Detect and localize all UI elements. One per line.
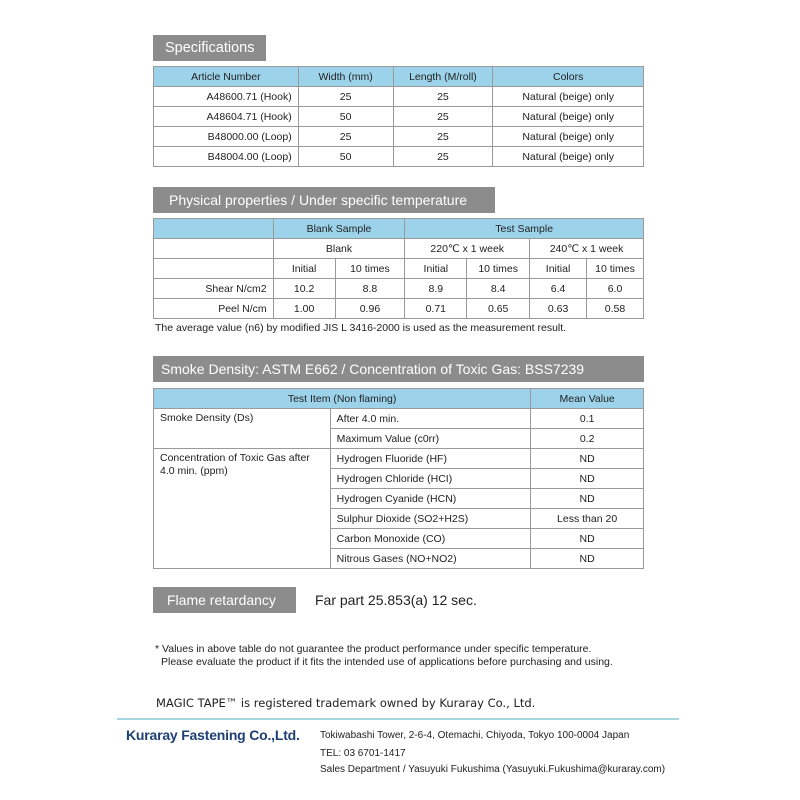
table-cell: 8.9 [405,279,467,299]
table-cell: ND [531,549,644,569]
toxic-gas-group: Concentration of Toxic Gas after 4.0 min. (ppm) [154,449,331,569]
table-cell: Natural (beige) only [493,87,644,107]
table-row [154,299,644,319]
table-row [154,107,644,127]
table-cell: 25 [393,127,493,147]
table-cell: B48004.00 (Loop) [154,147,299,167]
table-cell: 8.4 [467,279,530,299]
table-cell: 0.58 [587,299,644,319]
row-label: Shear N/cm2 [154,279,274,299]
table-cell: Sulphur Dioxide (SO2+H2S) [330,509,531,529]
table-cell: 6.0 [587,279,644,299]
table-cell: 50 [298,107,393,127]
company-name: Kuraray Fastening Co.,Ltd. [126,727,300,743]
table-subheader-row [154,259,644,279]
company-contact: Sales Department / Yasuyuki Fukushima (Yasuyuki.Fukushima@kuraray.com) [320,764,666,775]
table-row [154,409,644,429]
table-cell: 25 [393,147,493,167]
table-row [154,449,644,469]
table-cell: 25 [298,87,393,107]
table-cell: ND [531,449,644,469]
footer-divider [117,718,679,720]
specifications-table [153,66,644,167]
company-address: Tokiwabashi Tower, 2-6-4, Otemachi, Chiyoda, Tokyo 100-0004 Japan [320,730,630,741]
condition-220: 220℃ x 1 week [405,239,530,259]
specifications-heading: Specifications [153,35,266,61]
table-cell: 25 [298,127,393,147]
table-header-row [154,219,644,239]
table-cell: 10.2 [273,279,335,299]
table-cell: ND [531,469,644,489]
table-cell: A48604.71 (Hook) [154,107,299,127]
initial-label: Initial [530,259,587,279]
table-cell: Natural (beige) only [493,107,644,127]
table-cell: Natural (beige) only [493,127,644,147]
table-cell: Less than 20 [531,509,644,529]
physical-properties-heading: Physical properties / Under specific temperature [153,187,495,213]
row-label: Peel N/cm [154,299,274,319]
table-cell: 0.65 [467,299,530,319]
table-row [154,87,644,107]
test-sample-header: Test Sample [405,219,644,239]
column-header: Width (mm) [298,67,393,87]
table-cell: 8.8 [335,279,405,299]
table-cell [154,259,274,279]
table-subheader-row [154,239,644,259]
physical-properties-table [153,218,644,319]
table-cell: Hydrogen Fluoride (HF) [330,449,531,469]
initial-label: Initial [273,259,335,279]
header-empty [154,219,274,239]
table-cell: ND [531,489,644,509]
table-cell [154,239,274,259]
disclaimer-line-2: Please evaluate the product if it fits the intended use of applications before purchasing and using. [161,656,613,668]
initial-label: Initial [405,259,467,279]
table-cell: 6.4 [530,279,587,299]
table-cell: 25 [393,87,493,107]
smoke-density-table [153,388,644,569]
disclaimer-line-1: * Values in above table do not guarantee the product performance under specific temperature. [155,643,592,655]
table-row [154,279,644,299]
smoke-density-group: Smoke Density (Ds) [154,409,331,449]
blank-condition: Blank [273,239,405,259]
table-cell: 0.63 [530,299,587,319]
table-cell: 0.2 [531,429,644,449]
flame-retardancy-heading: Flame retardancy [153,587,296,613]
table-cell: 25 [393,107,493,127]
table-cell: 0.71 [405,299,467,319]
column-header: Colors [493,67,644,87]
table-cell: Hydrogen Chloride (HCI) [330,469,531,489]
smoke-density-heading: Smoke Density: ASTM E662 / Concentration of Toxic Gas: BSS7239 [153,356,644,382]
flame-retardancy-value: Far part 25.853(a) 12 sec. [315,592,477,608]
table-cell: 1.00 [273,299,335,319]
table-cell: 0.1 [531,409,644,429]
column-header: Article Number [154,67,299,87]
condition-240: 240℃ x 1 week [530,239,644,259]
test-item-header: Test Item (Non flaming) [154,389,531,409]
table-cell: B48000.00 (Loop) [154,127,299,147]
table-cell: 50 [298,147,393,167]
blank-sample-header: Blank Sample [273,219,405,239]
table-cell: Nitrous Gases (NO+NO2) [330,549,531,569]
company-tel: TEL: 03 6701-1417 [320,748,406,759]
table-header-row [154,389,644,409]
table-cell: 0.96 [335,299,405,319]
column-header: Length (M/roll) [393,67,493,87]
table-cell: A48600.71 (Hook) [154,87,299,107]
ten-times-label: 10 times [335,259,405,279]
table-row [154,147,644,167]
mean-value-header: Mean Value [531,389,644,409]
ten-times-label: 10 times [587,259,644,279]
table-header-row [154,67,644,87]
table-cell: Carbon Monoxide (CO) [330,529,531,549]
ten-times-label: 10 times [467,259,530,279]
table-cell: Maximum Value (c0rr) [330,429,531,449]
table-cell: Natural (beige) only [493,147,644,167]
table-cell: After 4.0 min. [330,409,531,429]
measurement-note: The average value (n6) by modified JIS L 3416-2000 is used as the measurement result. [155,322,567,334]
table-row [154,127,644,147]
table-cell: ND [531,529,644,549]
table-cell: Hydrogen Cyanide (HCN) [330,489,531,509]
trademark-note: MAGIC TAPE™ is registered trademark owned by Kuraray Co., Ltd. [156,696,536,710]
